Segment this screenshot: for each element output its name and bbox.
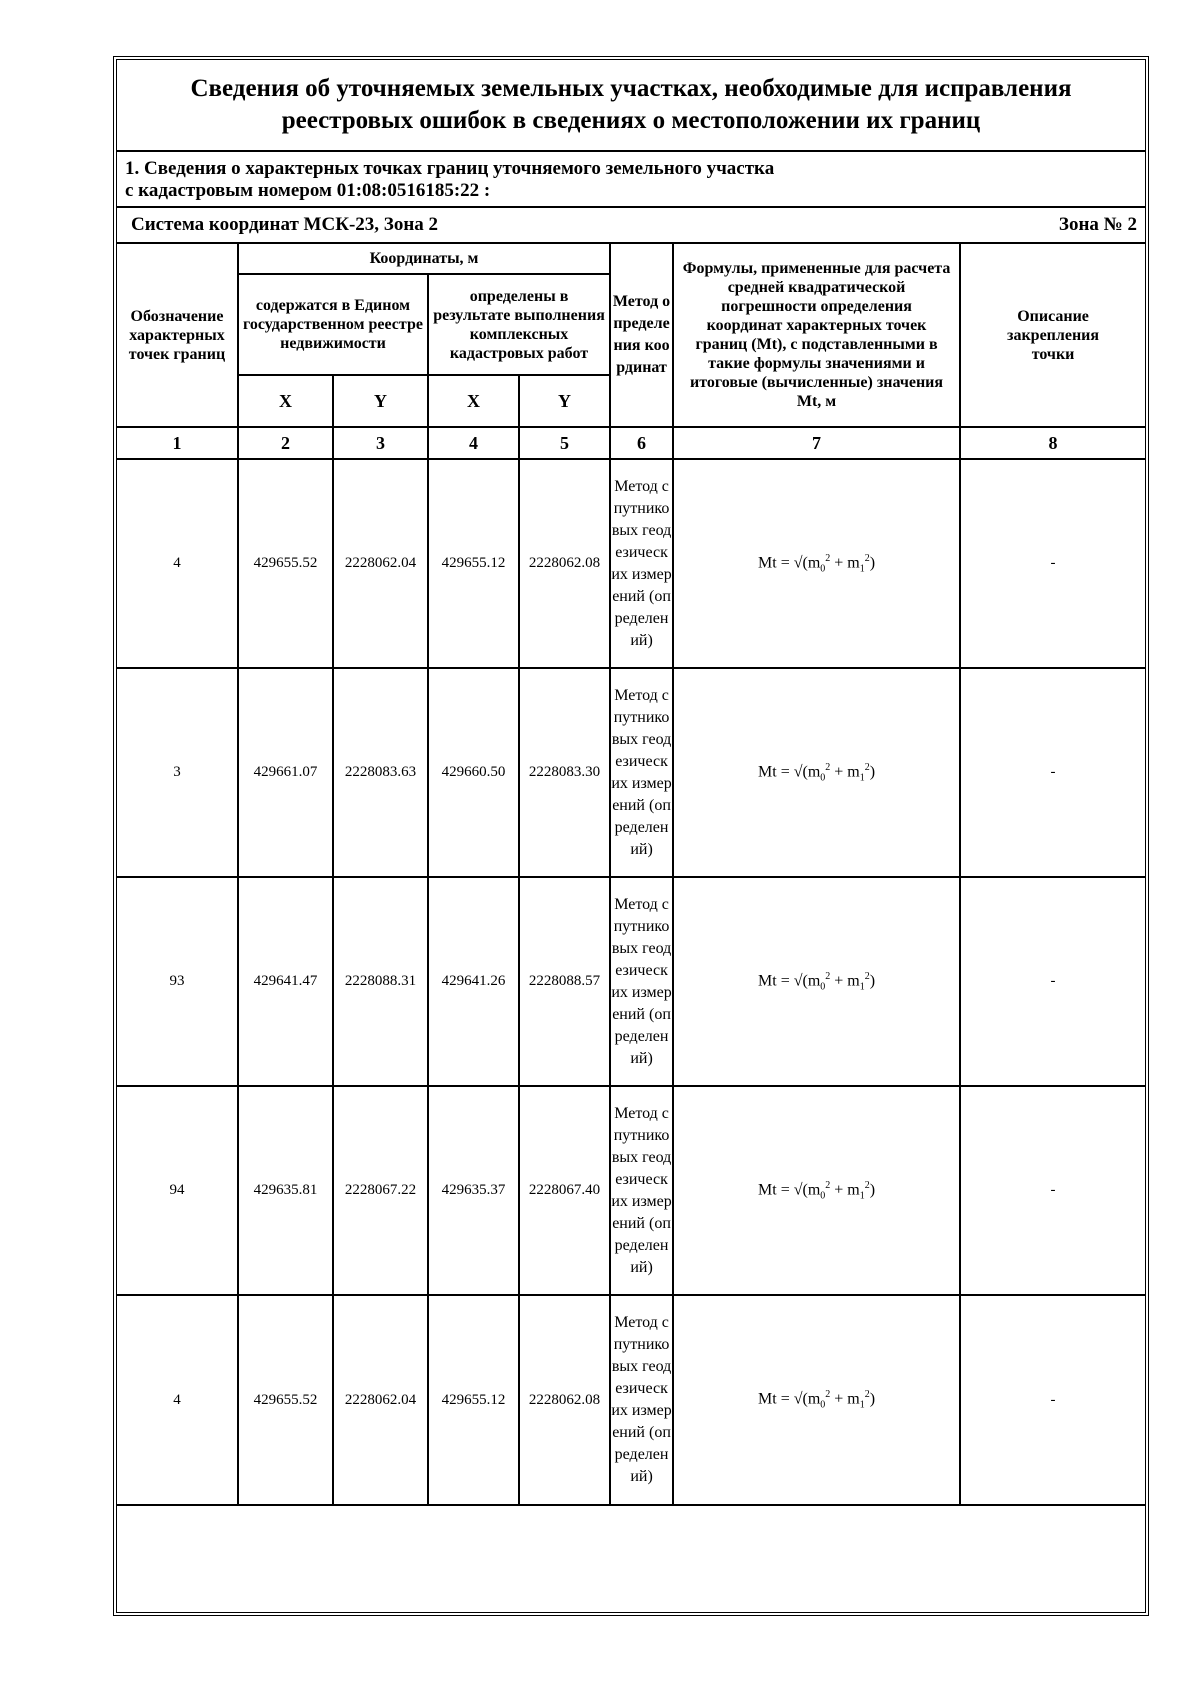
column-number: 5 [519,427,610,459]
page-frame [113,56,1149,1616]
table-row [117,459,1145,668]
header-kkr: определены в результате выполнения комплексных кадастровых работ [428,274,610,375]
formula: $Mt = √(m_0^2 + m_1^2)$ [673,668,960,877]
section-heading [117,152,1145,208]
formula: $Mt = √(m_0^2 + m_1^2)$ [673,1295,960,1505]
x-egrn: 429635.81 [238,1086,333,1295]
point-description: - [960,668,1145,877]
point-description: - [960,877,1145,1086]
points-table [117,242,1145,1506]
point-designation: 3 [117,668,238,877]
zone-label: Зона № 2 [1058,214,1137,235]
x-egrn: 429661.07 [238,668,333,877]
column-number: 1 [117,427,238,459]
y-kkr: 2228088.57 [519,877,610,1086]
method: Метод спутниковых геодезических измерений (определений) [610,877,673,1086]
point-designation: 94 [117,1086,238,1295]
column-number: 7 [673,427,960,459]
column-numbers-row [117,427,1145,459]
header-formula: Формулы, примененные для расчета средней квадратической погрешности определения координат характерных точек границ (Mt), с подставленными в такие формулы значениями и итоговые (вычисленные) значения Mt, м [673,243,960,427]
header-method: Метод определения координат [610,243,673,427]
header-coordinates: Координаты, м [238,243,610,274]
section-line-2: с кадастровым номером 01:08:0516185:22 : [125,180,491,201]
method: Метод спутниковых геодезических измерений (определений) [610,1086,673,1295]
header-x-egrn: X [238,375,333,427]
formula: $Mt = √(m_0^2 + m_1^2)$ [673,459,960,668]
y-egrn: 2228088.31 [333,877,428,1086]
point-description: - [960,459,1145,668]
y-egrn: 2228062.04 [333,459,428,668]
coordinate-system-row [117,208,1145,242]
section-line-1: 1. Сведения о характерных точках границ уточняемого земельного участка [125,158,775,179]
table-row [117,1086,1145,1295]
title-line-1: Сведения об уточняемых земельных участках, необходимые для исправления [190,75,1072,102]
y-kkr: 2228083.30 [519,668,610,877]
method: Метод спутниковых геодезических измерений (определений) [610,1295,673,1505]
x-kkr: 429641.26 [428,877,519,1086]
column-number: 6 [610,427,673,459]
title-line-2: реестровых ошибок в сведениях о местоположении их границ [281,107,981,134]
y-egrn: 2228062.04 [333,1295,428,1505]
column-number: 8 [960,427,1145,459]
method: Метод спутниковых геодезических измерений (определений) [610,668,673,877]
x-kkr: 429660.50 [428,668,519,877]
header-egrn: содержатся в Едином государственном реестре недвижимости [238,274,428,375]
point-description: - [960,1295,1145,1505]
point-description: - [960,1086,1145,1295]
document-title [117,60,1145,152]
point-designation: 93 [117,877,238,1086]
header-y-egrn: Y [333,375,428,427]
y-egrn: 2228067.22 [333,1086,428,1295]
x-kkr: 429655.12 [428,459,519,668]
formula: $Mt = √(m_0^2 + m_1^2)$ [673,877,960,1086]
header-description: Описание закрепления точки [960,243,1145,427]
coordinate-system: Система координат МСК-23, Зона 2 [131,214,439,235]
column-number: 3 [333,427,428,459]
x-egrn: 429655.52 [238,459,333,668]
x-egrn: 429655.52 [238,1295,333,1505]
method: Метод спутниковых геодезических измерений (определений) [610,459,673,668]
header-y-kkr: Y [519,375,610,427]
column-number: 2 [238,427,333,459]
x-egrn: 429641.47 [238,877,333,1086]
table-row [117,668,1145,877]
table-row [117,1295,1145,1505]
point-designation: 4 [117,1295,238,1505]
page-footer-blank [117,1504,1145,1612]
header-point-designation: Обозначение характерных точек границ [117,243,238,427]
y-kkr: 2228062.08 [519,1295,610,1505]
y-kkr: 2228067.40 [519,1086,610,1295]
formula: $Mt = √(m_0^2 + m_1^2)$ [673,1086,960,1295]
y-egrn: 2228083.63 [333,668,428,877]
header-x-kkr: X [428,375,519,427]
table-row [117,877,1145,1086]
x-kkr: 429655.12 [428,1295,519,1505]
column-number: 4 [428,427,519,459]
point-designation: 4 [117,459,238,668]
x-kkr: 429635.37 [428,1086,519,1295]
y-kkr: 2228062.08 [519,459,610,668]
